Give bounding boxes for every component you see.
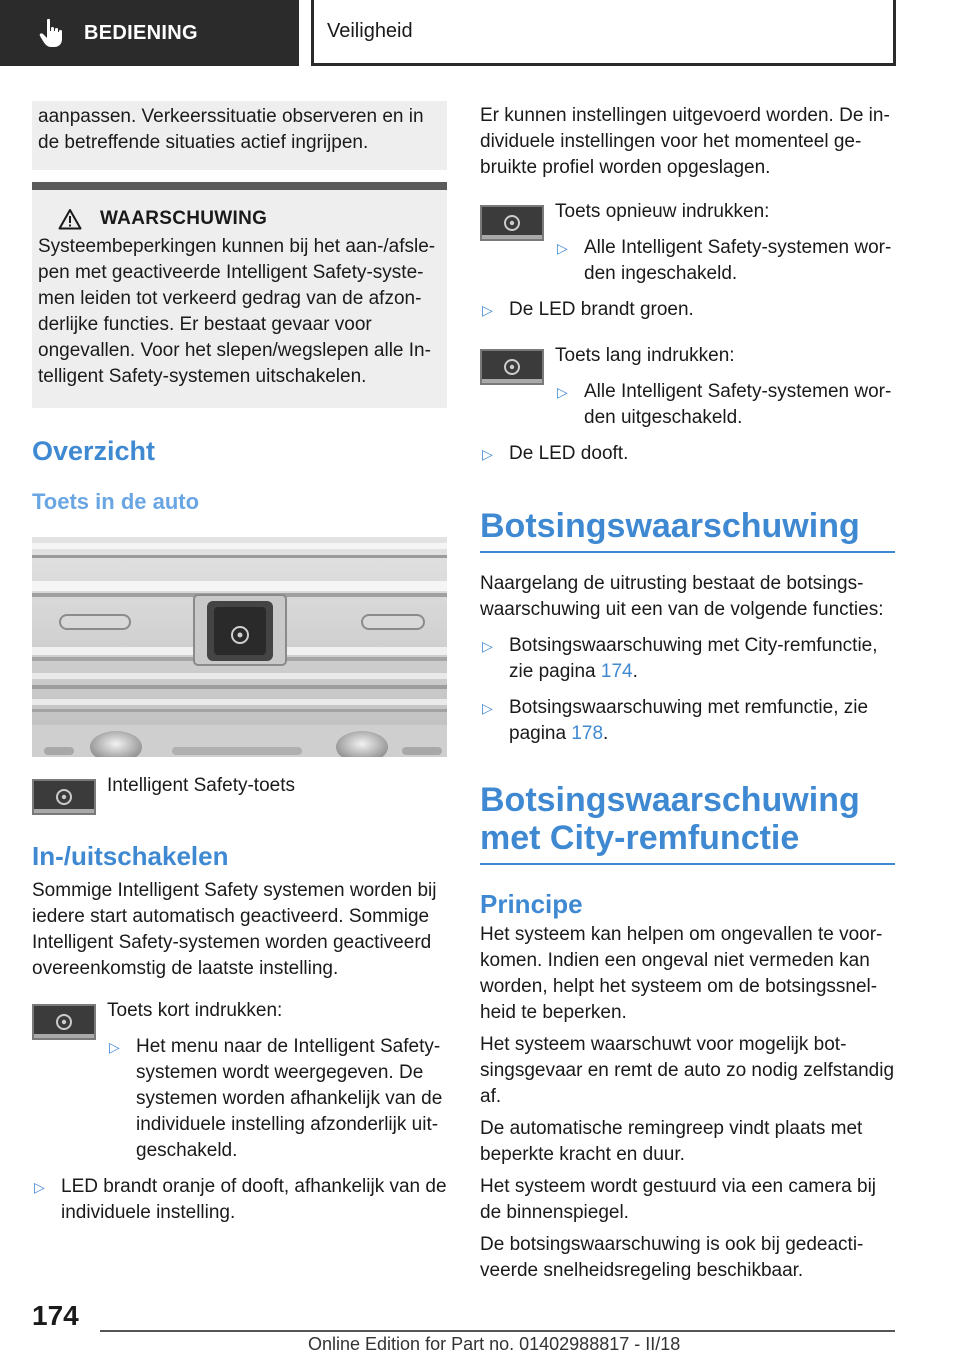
triangle-bullet-icon: ▷: [557, 384, 568, 400]
paragraph: De automatische remingreep vindt plaats met beperkte kracht en duur.: [480, 1118, 863, 1165]
warning-text: Systeembeperkingen kunnen bij het aan-/afsle-pen met geactiveerde Intelligent Safety-syste-men leiden tot verkeerd gedrag van de afzon-derlijke functies. Er bestaat gevaar voor ongevallen. Voor het slepen/wegslepen alle In-telligent Safety-systemen uitschakelen.: [38, 236, 436, 387]
footer-divider: [100, 1330, 895, 1332]
long-press-label: Toets lang indrukken:: [555, 345, 735, 366]
right-column: [480, 101, 895, 1284]
triangle-bullet-icon: ▷: [482, 638, 493, 654]
dashboard-button-photo: [32, 537, 447, 757]
safety-button-icon: [480, 349, 544, 385]
overview-heading: Overzicht: [32, 436, 156, 466]
left-column: [32, 101, 447, 1226]
safety-button-icon: [32, 1004, 96, 1040]
intro-box: [32, 101, 447, 170]
list-item: [32, 1174, 447, 1226]
paragraph: Het systeem wordt gestuurd via een camera bij de binnenspiegel.: [480, 1176, 877, 1223]
intro-text: aanpassen. Verkeerssituatie observeren en in de betreffende situaties actief ingrijpen.: [38, 106, 424, 153]
list-item: [480, 441, 895, 467]
paragraph: Het systeem kan helpen om ongevallen te voor-komen. Indien een ongeval niet vermeden kan worden, helpt het systeem om de botsingssnel-heid te beperken.: [480, 924, 883, 1023]
page-link[interactable]: 174: [600, 661, 633, 682]
list-item-text: Botsingswaarschuwing met remfunctie, zie pagina: [509, 697, 869, 744]
section-title: BEDIENING: [84, 21, 198, 44]
list-item: [107, 1034, 447, 1164]
short-press-label: Toets kort indrukken:: [107, 1000, 283, 1021]
safety-button-icon: [480, 205, 544, 241]
city-brake-heading: Botsingswaarschuwing met City-remfunctie: [480, 781, 895, 865]
section-tab: [0, 0, 299, 66]
list-item-text: Alle Intelligent Safety-systemen wor-den ingeschakeld.: [584, 237, 892, 284]
chapter-title: Veiligheid: [327, 20, 413, 42]
safety-button-icon: [32, 779, 96, 815]
list-item-text: Botsingswaarschuwing met City-remfunctie, zie pagina: [509, 635, 878, 682]
page-number: 174: [32, 1300, 79, 1331]
triangle-bullet-icon: ▷: [557, 240, 568, 256]
press-again-label: Toets opnieuw indrukken:: [555, 201, 770, 222]
warning-box: [32, 182, 447, 408]
triangle-bullet-icon: ▷: [109, 1039, 120, 1055]
triangle-bullet-icon: ▷: [482, 700, 493, 716]
list-item: ▷ Botsingswaarschuwing met remfunctie, zie pagina 178.: [482, 697, 869, 744]
list-item-text: De LED brandt groen.: [509, 299, 694, 320]
paragraph: De botsingswaarschuwing is ook bij gedeacti-veerde snelheidsregeling beschikbaar.: [480, 1234, 864, 1281]
list-item-text: LED brandt oranje of dooft, afhankelijk van de individuele instelling.: [61, 1176, 447, 1223]
hand-pointer-icon: [38, 18, 66, 48]
chapter-tab: [311, 0, 896, 66]
list-item: ▷ Botsingswaarschuwing met City-remfunctie, zie pagina 174.: [482, 635, 878, 682]
warning-triangle-icon: [58, 208, 82, 230]
list-item-text: Het menu naar de Intelligent Safety-systemen wordt weergegeven. De systemen worden afhankelijk van de individuele instelling afzonderlijk uit-geschakeld.: [136, 1036, 443, 1161]
principle-heading: Principe: [480, 889, 583, 919]
paragraph: Het systeem waarschuwt voor mogelijk bot-singsgevaar en remt de auto zo nodig zelfstandig af.: [480, 1034, 895, 1107]
button-heading: Toets in de auto: [32, 489, 200, 514]
collision-text: Naargelang de uitrusting bestaat de botsings-waarschuwing uit een van de volgende functies:: [480, 573, 884, 620]
settings-text: Er kunnen instellingen uitgevoerd worden. De in-dividuele instellingen voor het momenteel ge-bruikte profiel worden opgeslagen.: [480, 105, 890, 178]
warning-title: WAARSCHUWING: [100, 208, 268, 229]
list-item-text: De LED dooft.: [509, 443, 629, 464]
triangle-bullet-icon: ▷: [34, 1179, 45, 1195]
list-item: [555, 379, 895, 431]
onoff-heading: In-/uitschakelen: [32, 841, 229, 871]
onoff-text: Sommige Intelligent Safety systemen worden bij iedere start automatisch geactiveerd. Sommige Intelligent Safety-systemen worden geactiveerd overeenkomstig de laatste instelling.: [32, 880, 437, 979]
triangle-bullet-icon: ▷: [482, 302, 493, 318]
triangle-bullet-icon: ▷: [482, 446, 493, 462]
list-item-text: Alle Intelligent Safety-systemen wor-den uitgeschakeld.: [584, 381, 892, 428]
footer-edition: Online Edition for Part no. 01402988817 - II/18: [308, 1334, 681, 1354]
list-item: [480, 297, 895, 323]
page-link[interactable]: 178: [571, 723, 604, 744]
button-caption: Intelligent Safety-toets: [107, 775, 295, 796]
list-item: [555, 235, 895, 287]
collision-heading: Botsingswaarschuwing: [480, 507, 895, 553]
